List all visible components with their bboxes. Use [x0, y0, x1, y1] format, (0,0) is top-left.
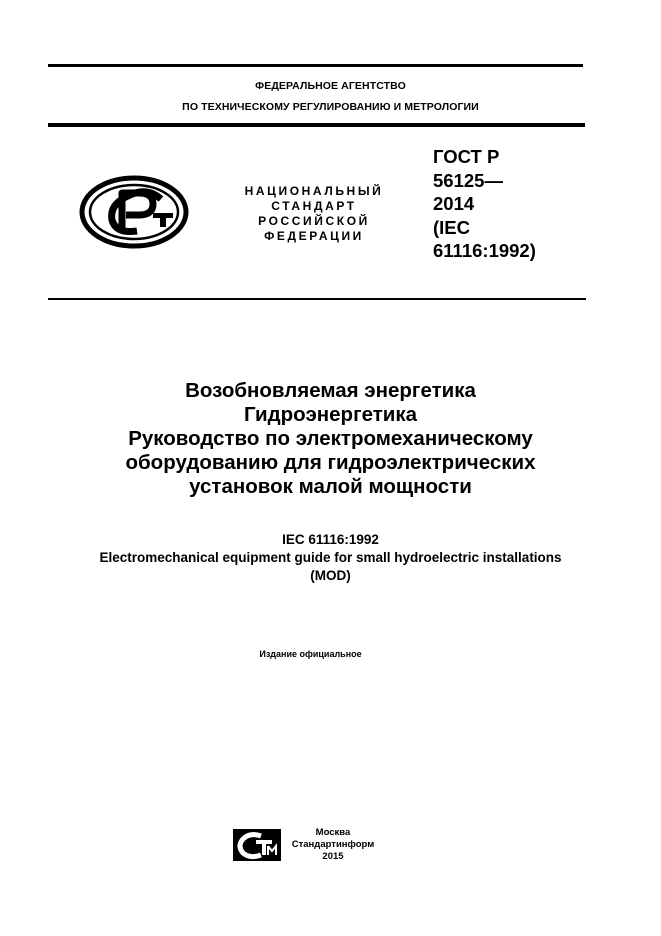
publisher-city: Москва: [315, 827, 351, 838]
title-line: оборудованию для гидроэлектрических: [125, 451, 536, 474]
iec-title: Electromechanical equipment guide for small hydroelectric installations: [99, 550, 562, 565]
header-rule: [48, 123, 585, 127]
title-line: Руководство по электромеханическому: [128, 427, 533, 450]
edition-label: Издание официальное: [259, 649, 362, 659]
gost-designation: [433, 145, 583, 263]
gost-line: ГОСТ Р: [433, 146, 500, 167]
gost-line: 56125—: [433, 169, 503, 191]
iec-modification: (MOD): [310, 568, 351, 583]
gost-line: 61116:1992): [433, 240, 536, 261]
national-line: СТАНДАРТ: [271, 199, 357, 213]
publisher-info: [290, 827, 376, 863]
publisher-year: 2015: [322, 851, 344, 862]
mid-rule: [48, 298, 586, 300]
publisher-name: Стандартинформ: [291, 839, 375, 850]
gost-line: 2014: [433, 193, 475, 214]
rst-certification-mark-icon: [79, 175, 189, 249]
title-line: Возобновляемая энергетика: [185, 379, 476, 402]
national-line: ФЕДЕРАЦИИ: [264, 229, 364, 243]
top-rule: [48, 64, 583, 67]
national-standard-label: [232, 184, 396, 244]
iec-code: IEC 61116:1992: [282, 532, 379, 547]
title-line: установок малой мощности: [189, 475, 472, 498]
gost-line: (IEC: [433, 216, 470, 238]
agency-line-1: ФЕДЕРАЛЬНОЕ АГЕНТСТВО: [255, 80, 406, 92]
document-title: [0, 379, 661, 499]
agency-line-2: ПО ТЕХНИЧЕСКОМУ РЕГУЛИРОВАНИЮ И МЕТРОЛОГИИ: [182, 101, 479, 113]
national-line: РОССИЙСКОЙ: [258, 214, 370, 228]
international-reference: [0, 531, 661, 585]
national-line: НАЦИОНАЛЬНЫЙ: [244, 184, 384, 198]
title-line: Гидроэнергетика: [243, 403, 418, 426]
standartinform-logo-icon: [232, 828, 282, 862]
